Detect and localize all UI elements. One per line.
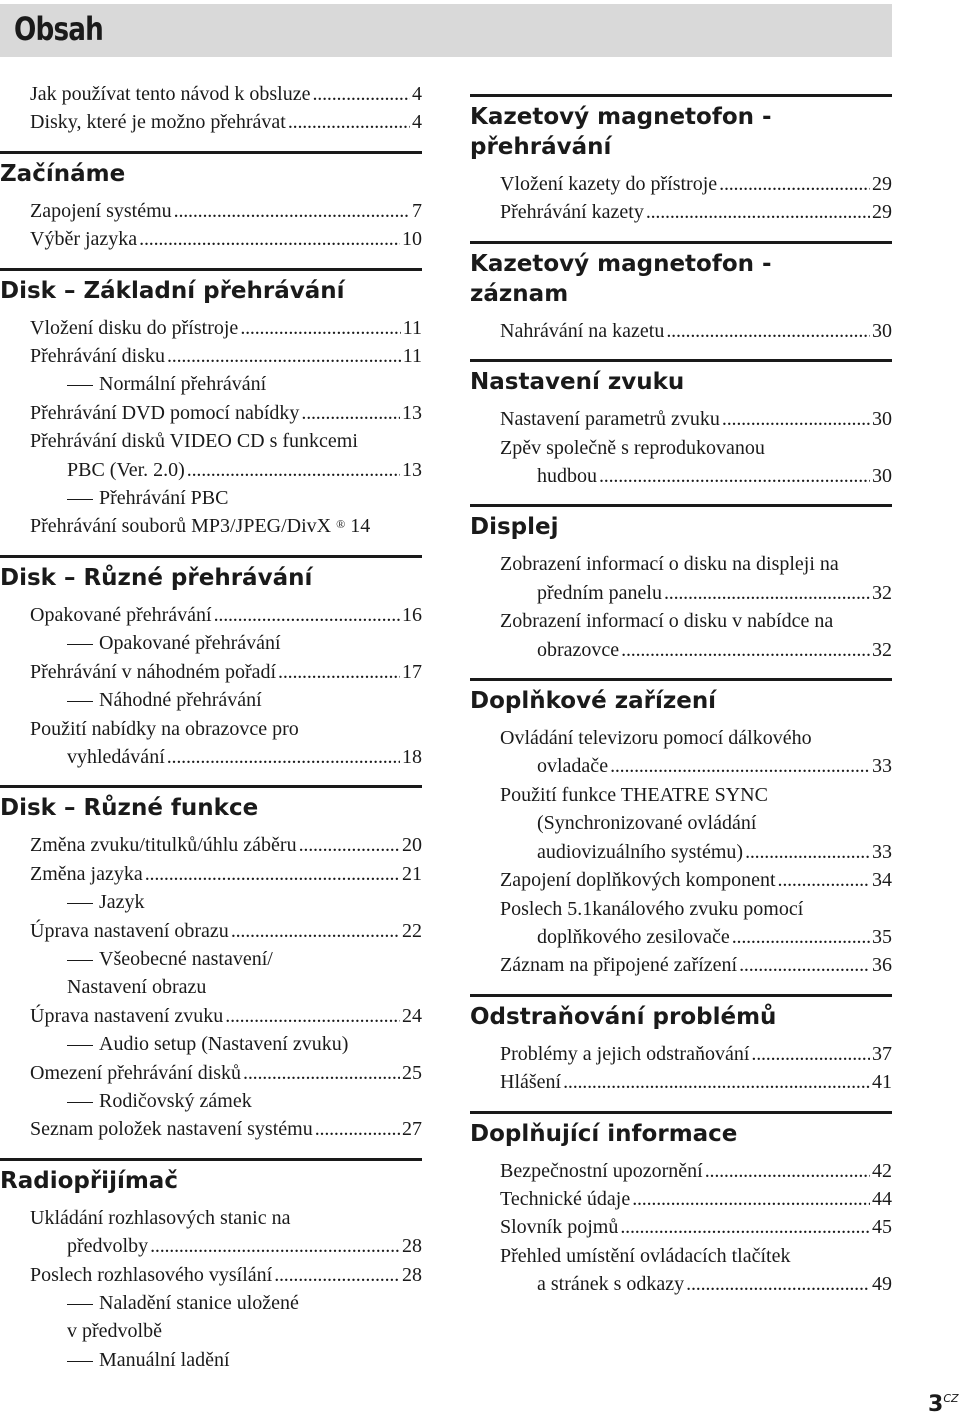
toc-subentry: Náhodné přehrávání — [30, 686, 422, 714]
toc-entry-line: Přehrávání disků VIDEO CD s funkcemi — [30, 430, 358, 453]
toc-subentry: Rodičovský zámek — [30, 1087, 422, 1115]
section-doplnkove — [470, 678, 892, 980]
toc-entry[interactable]: vyhledávání . . . 18 — [30, 743, 422, 771]
toc-entry[interactable]: Změna jazyka . . . 21 — [30, 860, 422, 888]
toc-subentry: Naladění stanice uložené — [30, 1289, 422, 1317]
toc-entry-line: Poslech 5.1kanálového zvuku pomocí — [500, 897, 804, 920]
toc-entry[interactable]: Přehrávání souborů MP3/JPEG/DivX ® 14 — [30, 515, 371, 538]
toc-entry[interactable]: Zapojení systému . . . 7 — [30, 197, 422, 225]
toc-entry-line: Použití nabídky na obrazovce pro — [30, 717, 299, 740]
toc-entry[interactable]: Omezení přehrávání disků . . . 25 — [30, 1059, 422, 1087]
toc-entry-line: Použití funkce THEATRE SYNC — [500, 783, 768, 806]
toc-entry[interactable]: PBC (Ver. 2.0) . . . 13 — [30, 456, 422, 484]
toc-entry[interactable]: Nastavení parametrů zvuku . . . 30 — [500, 405, 892, 433]
toc-subentry: Normální přehrávání — [30, 370, 422, 398]
toc-entry[interactable]: předním panelu . . . 32 — [500, 579, 892, 607]
toc-subentry: Manuální ladění — [30, 1346, 422, 1374]
toc-subentry: v předvolbě — [67, 1320, 162, 1343]
toc-entry[interactable]: a stránek s odkazy . . . 49 — [500, 1270, 892, 1298]
toc-entry[interactable]: Opakované přehrávání . . . 16 — [30, 601, 422, 629]
section-title: Nastavení zvuku — [470, 369, 685, 396]
page-title: Obsah — [14, 10, 103, 48]
toc-entry-line: Zpěv společně s reprodukovanou — [500, 436, 765, 459]
toc-entry[interactable]: hudbou . . . 30 — [500, 462, 892, 490]
section-displej — [470, 504, 892, 664]
toc-entry[interactable]: obrazovce . . . 32 — [500, 636, 892, 664]
toc-entry[interactable]: Vložení kazety do přístroje . . . 29 — [500, 170, 892, 198]
toc-entry[interactable]: Nahrávání na kazetu . . . 30 — [500, 317, 892, 345]
section-title: Disk – Základní přehrávání — [0, 277, 345, 304]
toc-entry[interactable]: Hlášení . . . 41 — [500, 1068, 892, 1096]
section-title: Odstraňování problémů — [470, 1003, 777, 1030]
toc-entry-line: Zobrazení informací o disku na displeji na — [500, 553, 839, 576]
toc-entry[interactable]: Technické údaje . . . 44 — [500, 1185, 892, 1213]
toc-entry[interactable]: Disky, které je možno přehrávat . . . 4 — [30, 108, 422, 136]
toc-entry[interactable]: Změna zvuku/titulků/úhlu záběru . . . 20 — [30, 831, 422, 859]
toc-entry[interactable]: Poslech rozhlasového vysílání . . . 28 — [30, 1261, 422, 1289]
toc-entry[interactable]: ovladače . . . 33 — [500, 752, 892, 780]
toc-entry[interactable]: Výběr jazyka . . . 10 — [30, 225, 422, 253]
toc-entry[interactable]: Jak používat tento návod k obsluze . . . 4 — [30, 80, 422, 108]
toc-entry-line: Přehled umístění ovládacích tlačítek — [500, 1244, 791, 1267]
toc-entry[interactable]: Přehrávání DVD pomocí nabídky . . . 13 — [30, 399, 422, 427]
section-title: Doplňující informace — [470, 1120, 738, 1147]
section-kazeta-prehravani — [470, 94, 892, 227]
toc-entry[interactable]: Přehrávání disku . . . 11 — [30, 342, 422, 370]
section-title: Displej — [470, 514, 559, 541]
toc-entry[interactable]: Problémy a jejich odstraňování . . . 37 — [500, 1040, 892, 1068]
toc-right-column — [470, 94, 892, 1299]
section-problemy — [470, 994, 892, 1097]
section-title: Disk – Různé funkce — [0, 795, 259, 822]
toc-intro — [0, 80, 422, 137]
toc-entry-line: Zobrazení informací o disku v nabídce na — [500, 610, 834, 633]
section-ruzne-funkce — [0, 785, 422, 1143]
toc-entry[interactable]: Slovník pojmů . . . 45 — [500, 1213, 892, 1241]
section-title: Doplňkové zařízení — [470, 688, 717, 715]
toc-subentry: Nastavení obrazu — [67, 976, 207, 999]
toc-subentry: Jazyk — [30, 888, 422, 916]
section-radio — [0, 1158, 422, 1374]
toc-entry[interactable]: Úprava nastavení obrazu . . . 22 — [30, 917, 422, 945]
section-title: Kazetový magnetofon - záznam — [470, 250, 772, 307]
toc-subentry: Všeobecné nastavení/ — [30, 945, 422, 973]
toc-left-column — [0, 80, 422, 1374]
section-title: Začínáme — [0, 160, 126, 187]
section-zakladni — [0, 268, 422, 541]
toc-entry-line: Ovládání televizoru pomocí dálkového — [500, 727, 812, 750]
section-nastaveni-zvuku — [470, 359, 892, 490]
page-number: $3^{CZ}$ — [928, 1392, 959, 1417]
toc-entry[interactable]: Bezpečnostní upozornění . . . 42 — [500, 1157, 892, 1185]
toc-entry[interactable]: Zapojení doplňkových komponent . . . 34 — [500, 866, 892, 894]
title-bar — [0, 4, 892, 57]
toc-entry[interactable]: Vložení disku do přístroje . . . 11 — [30, 314, 422, 342]
toc-entry[interactable]: audiovizuálního systému) . . . 33 — [500, 838, 892, 866]
section-title: Radiopřijímač — [0, 1167, 178, 1194]
toc-entry-line: (Synchronizované ovládání — [537, 812, 757, 835]
section-zaciname — [0, 151, 422, 254]
toc-subentry: Audio setup (Nastavení zvuku) — [30, 1030, 422, 1058]
toc-entry[interactable]: Seznam položek nastavení systému . . . 27 — [30, 1115, 422, 1143]
toc-entry[interactable]: doplňkového zesilovače . . . 35 — [500, 923, 892, 951]
section-title: Kazetový magnetofon - přehrávání — [470, 104, 772, 160]
section-kazeta-zaznam — [470, 241, 892, 345]
section-ruzne-prehravani — [0, 555, 422, 771]
section-informace — [470, 1111, 892, 1299]
toc-entry[interactable]: Přehrávání kazety . . . 29 — [500, 198, 892, 226]
section-title: Disk – Různé přehrávání — [0, 564, 313, 591]
toc-entry[interactable]: Záznam na připojené zařízení . . . 36 — [500, 951, 892, 979]
toc-subentry: Přehrávání PBC — [30, 484, 422, 512]
toc-subentry: Opakované přehrávání — [30, 629, 422, 657]
toc-entry-line: Ukládání rozhlasových stanic na — [30, 1206, 291, 1229]
toc-entry[interactable]: předvolby . . . 28 — [30, 1232, 422, 1260]
toc-entry[interactable]: Přehrávání v náhodném pořadí . . . 17 — [30, 658, 422, 686]
toc-entry[interactable]: Úprava nastavení zvuku . . . 24 — [30, 1002, 422, 1030]
